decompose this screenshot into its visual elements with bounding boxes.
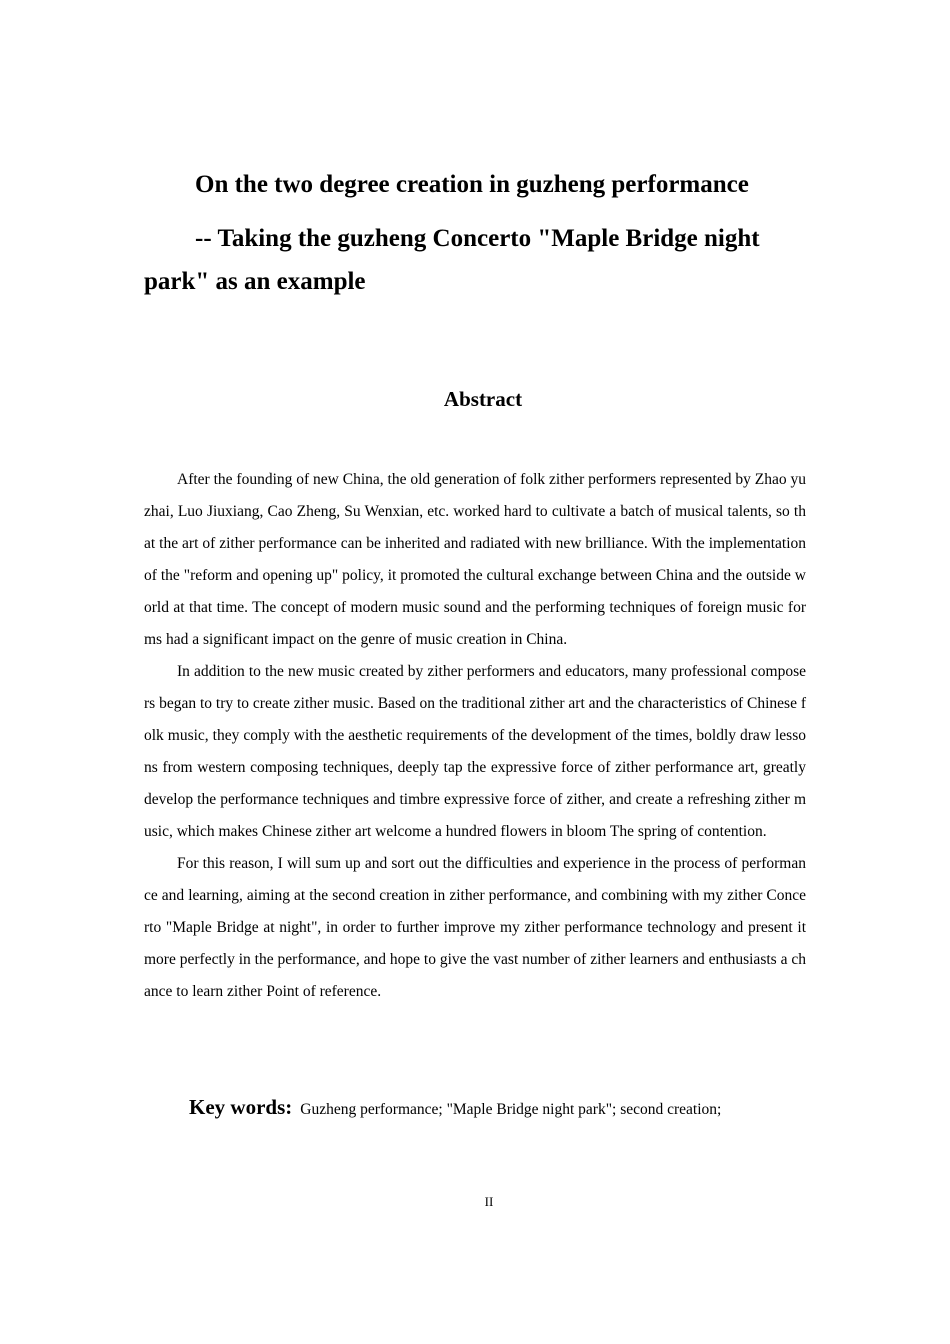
abstract-paragraph-2: In addition to the new music created by zither performers and educators, many professional composers began to try to create zither music. Based on the traditional zither art and the characteristics of Chinese folk music, they comply with the aesthetic requirements of the development of the times, boldly draw lessons from western composing techniques, deeply tap the expressive force of zither performance art, greatly develop the performance techniques and timbre expressive force of zither, and create a refreshing zither music, which makes Chinese zither art welcome a hundred flowers in bloom The spring of contention. <box>144 663 806 840</box>
title-line-1: On the two degree creation in guzheng performance <box>195 171 749 198</box>
keywords-label: Key words: <box>189 1095 293 1119</box>
abstract-paragraph-3: For this reason, I will sum up and sort out the difficulties and experience in the process of performance and learning, aiming at the second creation in zither performance, and combining with my zither Concerto "Maple Bridge at night", in order to further improve my zither performance technology and present it more perfectly in the performance, and hope to give the vast number of zither learners and enthusiasts a chance to learn zither Point of reference. <box>144 855 806 1000</box>
abstract-paragraph-1: After the founding of new China, the old generation of folk zither performers represented by Zhao yuzhai, Luo Jiuxiang, Cao Zheng, Su Wenxian, etc. worked hard to cultivate a batch of musical talents, so that the art of zither performance can be inherited and radiated with new brilliance. With the implementation of the "reform and opening up" policy, it promoted the cultural exchange between China and the outside world at that time. The concept of modern music sound and the performing techniques of foreign music forms had a significant impact on the genre of music creation in China. <box>144 471 806 648</box>
keywords-text: Guzheng performance; "Maple Bridge night park"; second creation; <box>300 1101 722 1118</box>
keywords-line <box>189 1095 721 1120</box>
title-line-2: -- Taking the guzheng Concerto "Maple Bridge night <box>195 225 760 252</box>
title-line-3: park" as an example <box>144 268 366 295</box>
abstract-body <box>144 464 806 1008</box>
page-number: II <box>484 1194 494 1209</box>
abstract-heading: Abstract <box>443 387 523 411</box>
